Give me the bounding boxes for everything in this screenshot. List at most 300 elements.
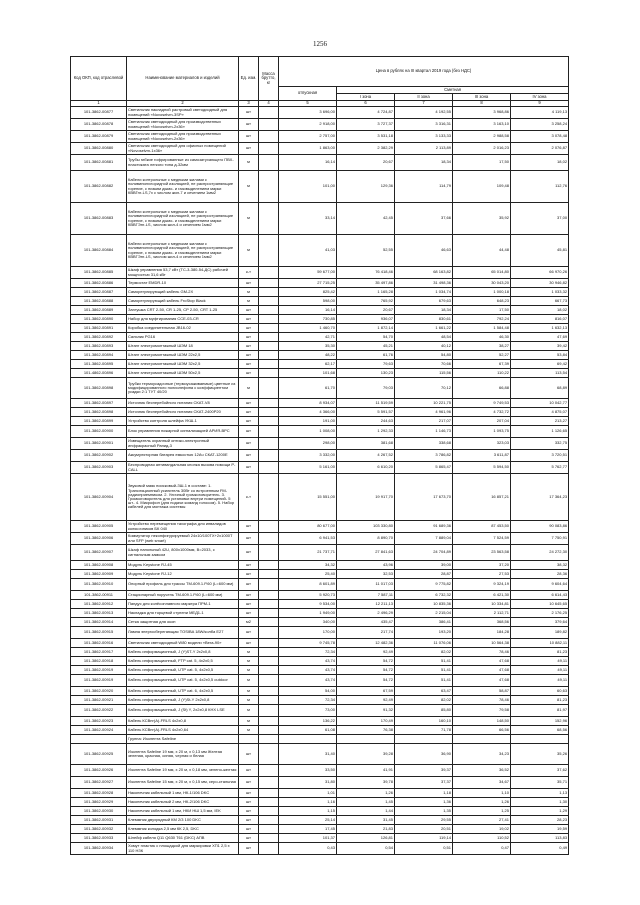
product-name: Кабель информационный, FTP cat. 5, 4х2х0,5 [127, 657, 239, 666]
release-price-cell: 170,00 [279, 627, 337, 639]
price-title-header: Цена в рублях на III квартал 2019 года (без НДС) [279, 57, 569, 87]
zone-1-price-cell: 21,83 [337, 825, 395, 834]
product-code: 101-3862-00916 [71, 639, 127, 648]
product-name: Светильник светодиодный для офисных помещений «Novoselvm-1x36» [127, 143, 239, 155]
unit-cell: шт [239, 825, 259, 834]
mass-cell [259, 399, 279, 408]
zone-3-price-cell: 110,22 [453, 369, 511, 378]
release-price-cell: 34,32 [279, 561, 337, 570]
mass-cell [259, 717, 279, 726]
zone-3-price-cell: 3 968,86 [453, 107, 511, 119]
zone-1-price-cell: 54,72 [337, 666, 395, 675]
zone-3-price-cell: 184,28 [453, 627, 511, 639]
release-price-cell: 48,22 [279, 351, 337, 360]
product-name: Аккумуляторная батарея емкостью 12Ач СКАТ-1200Е [127, 450, 239, 462]
product-name: Заглушка CRT 2-50, CR 1-25, CP 2-50, CRT 1-25 [127, 306, 239, 315]
zone-1-price-cell: 31,45 [337, 816, 395, 825]
unit-cell: шт [239, 627, 259, 639]
product-name: Изолента Safeline 19 мм, х 20 м, х 0,18 мм, зелено-желтая [127, 765, 239, 777]
release-price-cell: 6 941,53 [279, 533, 337, 545]
release-price-cell: 43,74 [279, 657, 337, 666]
release-price-cell: 1 460,70 [279, 324, 337, 333]
product-code: 101-3862-00891 [71, 324, 127, 333]
product-name: Опорный профиль для трассы ТМ-609.1.Р.60 (L=600 мм) [127, 579, 239, 591]
column-number: 1 [71, 101, 127, 107]
zone-1-price-cell: 2 382,29 [337, 143, 395, 155]
product-code: 101-3862-00885 [71, 267, 127, 279]
zone-1-price-cell: 20,67 [337, 155, 395, 171]
zone-1-price-cell: 76,38 [337, 726, 395, 735]
product-code: 101-3862-00919 [71, 666, 127, 675]
mass-cell [259, 666, 279, 675]
product-code: 101-3862-00895 [71, 360, 127, 369]
zone-2-price-cell: 82,02 [395, 648, 453, 657]
zone-1-price-cell: 1 165,28 [337, 288, 395, 297]
table-row [71, 765, 569, 777]
table-row [71, 675, 569, 687]
column-number: 8 [453, 101, 511, 107]
zone-2-price-cell: 1,36 [395, 798, 453, 807]
zone-2-price-cell [395, 735, 453, 744]
product-name: Устройство перемещения тахографа для инвалидов колясочников БК 040 [127, 521, 239, 533]
product-name: Термостат EMDR-10 [127, 279, 239, 288]
zone-2-price-cell: 71,78 [395, 726, 453, 735]
table-row [71, 798, 569, 807]
release-price-cell: 9 745,78 [279, 639, 337, 648]
zone-2-price-cell: 18,34 [395, 155, 453, 171]
zone-4-price-cell: 112,76 [511, 171, 569, 203]
product-code: 101-3862-00898 [71, 408, 127, 417]
zone-3-price-cell: 1,10 [453, 789, 511, 798]
product-code: 101-3862-00912 [71, 600, 127, 609]
zone-3-price-cell: 37,20 [453, 561, 511, 570]
zone-1-price-cell: 1,44 [337, 807, 395, 816]
table-row [71, 570, 569, 579]
zone-2-price-cell: 68 163,82 [395, 267, 453, 279]
zone-1-price-cell: 170,49 [337, 717, 395, 726]
zone-2-price-cell: 24 704,89 [395, 545, 453, 561]
zone-4-price-cell: 45,81 [511, 235, 569, 267]
release-price-cell: 2 918,00 [279, 119, 337, 131]
column-number: 5 [279, 101, 337, 107]
zone-2-price-cell: 39,00 [395, 561, 453, 570]
mass-cell [259, 687, 279, 696]
release-price-cell: 61,70 [279, 378, 337, 399]
product-name: Наконечник кабельный 2 мм, НК-2/106 DKC [127, 798, 239, 807]
zone-4-price-cell: 1,30 [511, 798, 569, 807]
mass-cell [259, 521, 279, 533]
unit-cell: шт [239, 324, 259, 333]
zone-1-price-cell: 42,45 [337, 203, 395, 235]
zone-1-price-cell: 35 497,86 [337, 279, 395, 288]
table-row [71, 399, 569, 408]
product-name: Кабель КСВнг(А)-FRLS 4х2х0,64 [127, 726, 239, 735]
zone-4-price-cell: 332,75 [511, 438, 569, 450]
zone-2-price-cell: 17 673,70 [395, 474, 453, 521]
zone-1-price-cell: 4 267,52 [337, 450, 395, 462]
zone-1-price-cell: 92,49 [337, 696, 395, 705]
zone-4-price-cell: 113,83 [511, 834, 569, 843]
table-row [71, 648, 569, 657]
zone-3-price-cell: 323,03 [453, 438, 511, 450]
zone-1-price-cell: 126,81 [337, 834, 395, 843]
table-row [71, 426, 569, 438]
mass-cell [259, 235, 279, 267]
table-row [71, 131, 569, 143]
mass-cell [259, 609, 279, 618]
unit-cell: м [239, 705, 259, 717]
product-code: 101-3862-00910 [71, 579, 127, 591]
zone-2-price-cell: 4 961,96 [395, 408, 453, 417]
table-row [71, 155, 569, 171]
release-price-cell: 62,17 [279, 360, 337, 369]
zone-4-price-cell: 53,84 [511, 351, 569, 360]
zone-3-price-cell: 23 563,58 [453, 545, 511, 561]
zone-2-price-cell: 5 865,47 [395, 462, 453, 474]
zone-3-price-cell: 3 611,87 [453, 450, 511, 462]
zone-4-price-cell: 47,69 [511, 333, 569, 342]
column-number: 6 [337, 101, 395, 107]
unit-cell: м [239, 717, 259, 726]
release-price-cell: 73,00 [279, 705, 337, 717]
zone-3-price-cell: 207,04 [453, 417, 511, 426]
zone-3-price-cell: 78,46 [453, 648, 511, 657]
zone-3-price-cell: 1 584,48 [453, 324, 511, 333]
unit-cell: шт [239, 545, 259, 561]
zone-2-price-cell: 3 316,31 [395, 119, 453, 131]
table-row [71, 777, 569, 789]
unit-cell: шт [239, 798, 259, 807]
zone-2-price-cell: 160,10 [395, 717, 453, 726]
zone-1-price-cell: 39,28 [337, 744, 395, 765]
unit-cell: шт [239, 834, 259, 843]
zone-4-price-cell: 3 078,48 [511, 131, 569, 143]
code-header: Код ОКП, код отраслевой [71, 57, 127, 101]
unit-cell: шт [239, 450, 259, 462]
zone-4-price-cell: 152,96 [511, 717, 569, 726]
product-name: Кабель информационный, UTP cat. 6, 4х2х0,5 [127, 687, 239, 696]
zone-3-price-cell: 4 732,72 [453, 408, 511, 417]
product-code: 101-3862-00882 [71, 171, 127, 203]
unit-cell: м [239, 171, 259, 203]
product-code: 101-3862-00923 [71, 717, 127, 726]
zone-1-price-cell: 11 519,59 [337, 399, 395, 408]
product-name: Шкаф напольный 42U, 800х1000мм, В=2033, с сигнальным замком [127, 545, 239, 561]
zone-3-price-cell: 35,92 [453, 203, 511, 235]
zone-4-price-cell: 113,54 [511, 369, 569, 378]
product-code: 101-3862-00901 [71, 438, 127, 450]
zone-4-price-cell: 667,73 [511, 297, 569, 306]
zone-2-price-cell: 54,80 [395, 351, 453, 360]
release-price-cell: 42,71 [279, 333, 337, 342]
unit-cell: шт [239, 426, 259, 438]
zone-2-price-cell: 91 689,36 [395, 521, 453, 533]
zone-1-price-cell: 41,91 [337, 765, 395, 777]
product-code: 101-3862-00898 [71, 378, 127, 399]
zone-4-price-cell: 2 176,25 [511, 609, 569, 618]
release-price-cell: 5 161,00 [279, 462, 337, 474]
unit-cell: шт [239, 119, 259, 131]
release-price-cell: 101,00 [279, 171, 337, 203]
zone-1-price-cell: 5 591,57 [337, 408, 395, 417]
release-price-cell: 16,14 [279, 306, 337, 315]
release-price-cell: 825,42 [279, 288, 337, 297]
zone-4-price-cell: 81,97 [511, 705, 569, 717]
release-price-cell: 31,80 [279, 777, 337, 789]
unit-cell: шт [239, 279, 259, 288]
zone-3-price-cell: 10 334,81 [453, 600, 511, 609]
mass-cell [259, 131, 279, 143]
product-code: 101-3862-00929 [71, 798, 127, 807]
product-name: Светильник накладной растровый светодиодный для помещений «Novoselvm-3SP» [127, 107, 239, 119]
product-name: Коммутатор неконфигурируемый 24х10/100ТХ+2х1000Т или SFP (web smart) [127, 533, 239, 545]
product-name: Трубки термоусадочные (термоусаживаемые) цветные из модифицированного полиолефина с коэффициентом усадки 2:1 ТУТ 40/20 [127, 378, 239, 399]
table-row [71, 306, 569, 315]
zone-1-price-cell: 217,74 [337, 627, 395, 639]
zone-3-price-cell: 9 749,53 [453, 399, 511, 408]
zone-2-price-cell: 9 775,82 [395, 579, 453, 591]
zone-2-price-cell: 46,63 [395, 235, 453, 267]
zone-4-price-cell: 10 042,77 [511, 399, 569, 408]
release-price-cell: 3 696,00 [279, 107, 337, 119]
zone-3-price-cell: 36,52 [453, 765, 511, 777]
column-number: 7 [395, 101, 453, 107]
zone-1-price-cell: 91,32 [337, 705, 395, 717]
zone-4-price-cell: 5 762,77 [511, 462, 569, 474]
table-row [71, 657, 569, 666]
zone-1-price-cell [337, 735, 395, 744]
zone-1-price-cell: 381,68 [337, 438, 395, 450]
product-code: 101-3862-00886 [71, 279, 127, 288]
mass-cell [259, 171, 279, 203]
zone-1-price-cell: 32,53 [337, 570, 395, 579]
product-code: 101-3862-00902 [71, 450, 127, 462]
release-price-cell: 27 715,25 [279, 279, 337, 288]
product-name: Группа: Изолента Safeline [127, 735, 239, 744]
zone-4-price-cell: 19,59 [511, 825, 569, 834]
name-header: Наименование материалов и изделий [127, 57, 239, 101]
table-row [71, 825, 569, 834]
zone-2-price-cell: 3 786,82 [395, 450, 453, 462]
mass-cell [259, 351, 279, 360]
zone-2-price-cell: 48,54 [395, 333, 453, 342]
release-price-cell: 1 949,00 [279, 609, 337, 618]
unit-cell: м [239, 155, 259, 171]
zone-2-price-cell: 31 498,36 [395, 279, 453, 288]
product-name: Шкаф управления 53,7 кВт (ТС-3-380-54-ДС) рабочей мощностью 31,6 кВт [127, 267, 239, 279]
unit-cell: м [239, 235, 259, 267]
release-price-cell: 1,01 [279, 789, 337, 798]
zone-4-price-cell: 28,23 [511, 816, 569, 825]
release-price-cell: 730,85 [279, 315, 337, 324]
table-row [71, 342, 569, 351]
product-code [71, 735, 127, 744]
zone-3-price-cell: 109,48 [453, 171, 511, 203]
mass-cell [259, 639, 279, 648]
product-code: 101-3862-00925 [71, 744, 127, 765]
zone-1-price-cell: 54,72 [337, 675, 395, 687]
zone-3-price-cell: 66,56 [453, 726, 511, 735]
product-name: Штанг электромонтажный ШЭМ 50х2,5 [127, 369, 239, 378]
zone-4-header: IV зона [511, 94, 569, 101]
zone-3-price-cell: 2 988,58 [453, 131, 511, 143]
mass-cell [259, 798, 279, 807]
unit-cell: м [239, 726, 259, 735]
product-code: 101-4862-00896 [71, 369, 127, 378]
release-price-cell: 4 366,00 [279, 408, 337, 417]
unit-cell: шт [239, 360, 259, 369]
zone-2-price-cell: 85,80 [395, 705, 453, 717]
release-price-cell: 21 737,71 [279, 545, 337, 561]
product-name: Кабели контрольные с медными жилами с поливинилхлоридной изоляцией, не распространяющие горение, с низким дымо- и газовыделением марки КВВГЭнг-LS, числом жил-4 и сечением 1мм2 [127, 203, 239, 235]
mass-cell [259, 462, 279, 474]
table-row [71, 333, 569, 342]
mass-cell [259, 807, 279, 816]
table-row [71, 789, 569, 798]
mass-cell [259, 119, 279, 131]
unit-cell: шт [239, 744, 259, 765]
zone-3-price-cell: 1 000,18 [453, 288, 511, 297]
unit-cell: шт [239, 579, 259, 591]
product-code: 101-3862-00905 [71, 521, 127, 533]
price-table [70, 56, 569, 855]
zone-4-price-cell: 30 946,82 [511, 279, 569, 288]
zone-2-price-cell: 36,90 [395, 744, 453, 765]
unit-cell: шт [239, 807, 259, 816]
release-price-cell: 598,00 [279, 297, 337, 306]
zone-1-price-cell: 19 917,70 [337, 474, 395, 521]
table-row [71, 521, 569, 533]
zone-3-price-cell: 10 564,38 [453, 639, 511, 648]
table-row [71, 591, 569, 600]
zone-3-price-cell: 792,24 [453, 315, 511, 324]
zone-1-price-cell: 54,72 [337, 657, 395, 666]
zone-1-price-cell: 4 724,87 [337, 107, 395, 119]
release-price-cell: 33,14 [279, 203, 337, 235]
table-row [71, 351, 569, 360]
zone-1-price-cell: 130,23 [337, 369, 395, 378]
mass-cell [259, 417, 279, 426]
release-price-cell: 25,14 [279, 816, 337, 825]
mass-cell [259, 378, 279, 399]
zone-2-price-cell: 193,20 [395, 627, 453, 639]
release-price-cell: 43,74 [279, 666, 337, 675]
unit-cell: шт [239, 777, 259, 789]
zone-3-price-cell: 9 324,19 [453, 579, 511, 591]
zone-4-price-cell: 4 875,07 [511, 408, 569, 417]
release-price-header: отпускная [279, 87, 337, 101]
zone-3-price-cell: 16 857,21 [453, 474, 511, 521]
zone-1-price-cell: 92,49 [337, 648, 395, 657]
unit-cell: шт [239, 143, 259, 155]
mass-cell [259, 342, 279, 351]
product-code: 101-3862-00919 [71, 675, 127, 687]
unit-cell: шт [239, 438, 259, 450]
zone-2-price-cell: 11 076,06 [395, 639, 453, 648]
zone-1-price-cell: 11 017,03 [337, 579, 395, 591]
unit-cell: к-т [239, 474, 259, 521]
product-name: Светильник светодиодный W80 модели «Вега-90» [127, 639, 239, 648]
product-code: 101-3862-00903 [71, 462, 127, 474]
zone-2-price-cell: 830,61 [395, 315, 453, 324]
zone-1-price-cell: 76 418,46 [337, 267, 395, 279]
product-name: Шлейф кабеля Q11 Q630 T61 (DKC) АПВ [127, 834, 239, 843]
release-price-cell: 191,00 [279, 417, 337, 426]
zone-1-price-cell: 27 841,63 [337, 545, 395, 561]
unit-header: Ед. изм. [239, 57, 259, 101]
zone-1-price-cell: 3 727,37 [337, 119, 395, 131]
zone-3-price-cell: 6 421,30 [453, 591, 511, 600]
product-name: Кабель информационный, J (Y)St-Y 2х2х0,8 [127, 696, 239, 705]
zone-2-price-cell: 1 146,73 [395, 426, 453, 438]
release-price-cell: 17,45 [279, 825, 337, 834]
unit-cell: шт [239, 306, 259, 315]
table-row [71, 627, 569, 639]
zone-4-price-cell: 81,23 [511, 648, 569, 657]
zone-1-price-cell: 12 482,36 [337, 639, 395, 648]
mass-cell [259, 765, 279, 777]
zone-3-price-cell: 2 112,71 [453, 609, 511, 618]
release-price-cell: 101,68 [279, 369, 337, 378]
zone-2-price-cell: 18,34 [395, 306, 453, 315]
unit-cell: шт [239, 533, 259, 545]
release-price-cell: 298,00 [279, 438, 337, 450]
unit-cell: шт [239, 408, 259, 417]
unit-cell: шт [239, 107, 259, 119]
product-code: 101-3862-00897 [71, 399, 127, 408]
table-row [71, 417, 569, 426]
zone-3-price-cell: 52,27 [453, 351, 511, 360]
table-row [71, 618, 569, 627]
mass-cell [259, 360, 279, 369]
table-row [71, 235, 569, 267]
product-name: Клеммник двухрядный КМ 2/3 100 DKC [127, 816, 239, 825]
zone-3-price-cell [453, 735, 511, 744]
zone-2-price-cell: 40,12 [395, 342, 453, 351]
release-price-cell: 72,34 [279, 696, 337, 705]
product-name: Модуль Keystone RJ-12 [127, 570, 239, 579]
table-row [71, 360, 569, 369]
unit-cell: шт [239, 342, 259, 351]
product-name: Звуковой маяк поисковый-ЗШ-1 в составе: 1. Трансляционный усилитель 30Вт со встроенным FM- радиоприемником. 2. Уличный громкоговоритель. 3. Громкоговоритель для установки внутри помещений- 5 шт.. 4. Микрофон (для подачи команд голосом). 5. Набор кабелей для монтажа системы [127, 474, 239, 521]
product-name: Клеммник колодка 2,5 мм КК 2,5, DKC [127, 825, 239, 834]
product-name: Саморегулирующий кабель GM-2X [127, 288, 239, 297]
zone-4-price-cell: 3 258,24 [511, 119, 569, 131]
column-number: 3 [239, 101, 259, 107]
mass-cell [259, 735, 279, 744]
zone-2-price-cell: 10 835,36 [395, 600, 453, 609]
mass-cell [259, 726, 279, 735]
table-row [71, 107, 569, 119]
product-name: Изолента Safeline 15 мм, х 20 м, х 0,15 мм, серо-стальная [127, 777, 239, 789]
release-price-cell: 59 677,00 [279, 267, 337, 279]
zone-1-price-cell: 43,96 [337, 561, 395, 570]
product-code: 101-3862-00887 [71, 288, 127, 297]
unit-cell: шт [239, 131, 259, 143]
zone-2-price-cell: 4 192,55 [395, 107, 453, 119]
zone-2-price-cell: 115,56 [395, 369, 453, 378]
column-number: 2 [127, 101, 239, 107]
zone-2-price-cell: 70,12 [395, 378, 453, 399]
product-code: 101-3862-00932 [71, 825, 127, 834]
mass-cell [259, 408, 279, 417]
table-row [71, 315, 569, 324]
zone-3-price-cell: 17,50 [453, 306, 511, 315]
zone-2-price-cell: 1 661,22 [395, 324, 453, 333]
release-price-cell: 41,03 [279, 235, 337, 267]
zone-3-price-cell: 3 163,10 [453, 119, 511, 131]
mass-cell [259, 279, 279, 288]
